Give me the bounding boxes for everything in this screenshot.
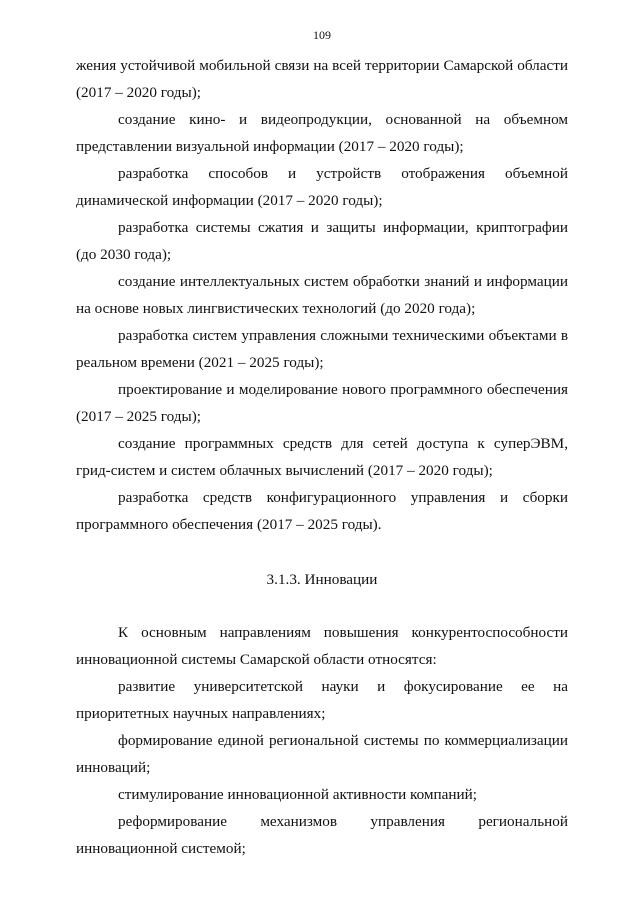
paragraphs-bottom <box>76 619 568 862</box>
paragraph: реформирование механизмов управления региональной инновационной системой; <box>76 813 568 857</box>
paragraph: разработка систем управления сложными техническими объектами в реальном времени (2021 – 2025 годы); <box>76 327 568 371</box>
page-number: 109 <box>313 28 331 42</box>
paragraph: жения устойчивой мобильной связи на всей территории Самарской области (2017 – 2020 годы); <box>76 57 568 101</box>
paragraph: создание программных средств для сетей доступа к суперЭВМ, грид-систем и систем облачных вычислений (2017 – 2020 годы); <box>76 435 568 479</box>
paragraph: разработка способов и устройств отображения объемной динамической информации (2017 – 2020 годы); <box>76 165 568 209</box>
section-heading: 3.1.3. Инновации <box>266 571 378 588</box>
paragraph: К основным направлениям повышения конкурентоспособности инновационной системы Самарской области относятся: <box>76 624 568 668</box>
paragraph: развитие университетской науки и фокусирование ее на приоритетных научных направлениях; <box>76 678 568 722</box>
paragraph: стимулирование инновационной активности компаний; <box>118 786 478 803</box>
paragraph: создание интеллектуальных систем обработки знаний и информации на основе новых лингвистических технологий (до 2020 года); <box>76 273 568 317</box>
paragraph: разработка системы сжатия и защиты информации, криптографии (до 2030 года); <box>76 219 568 263</box>
paragraph: создание кино- и видеопродукции, основанной на объемном представлении визуальной информации (2017 – 2020 годы); <box>76 111 568 155</box>
paragraph: разработка средств конфигурационного управления и сборки программного обеспечения (2017 – 2025 годы). <box>76 489 568 533</box>
paragraph: проектирование и моделирование нового программного обеспечения (2017 – 2025 годы); <box>76 381 568 425</box>
paragraph: формирование единой региональной системы по коммерциализации инноваций; <box>76 732 568 776</box>
paragraphs-top <box>76 52 568 538</box>
